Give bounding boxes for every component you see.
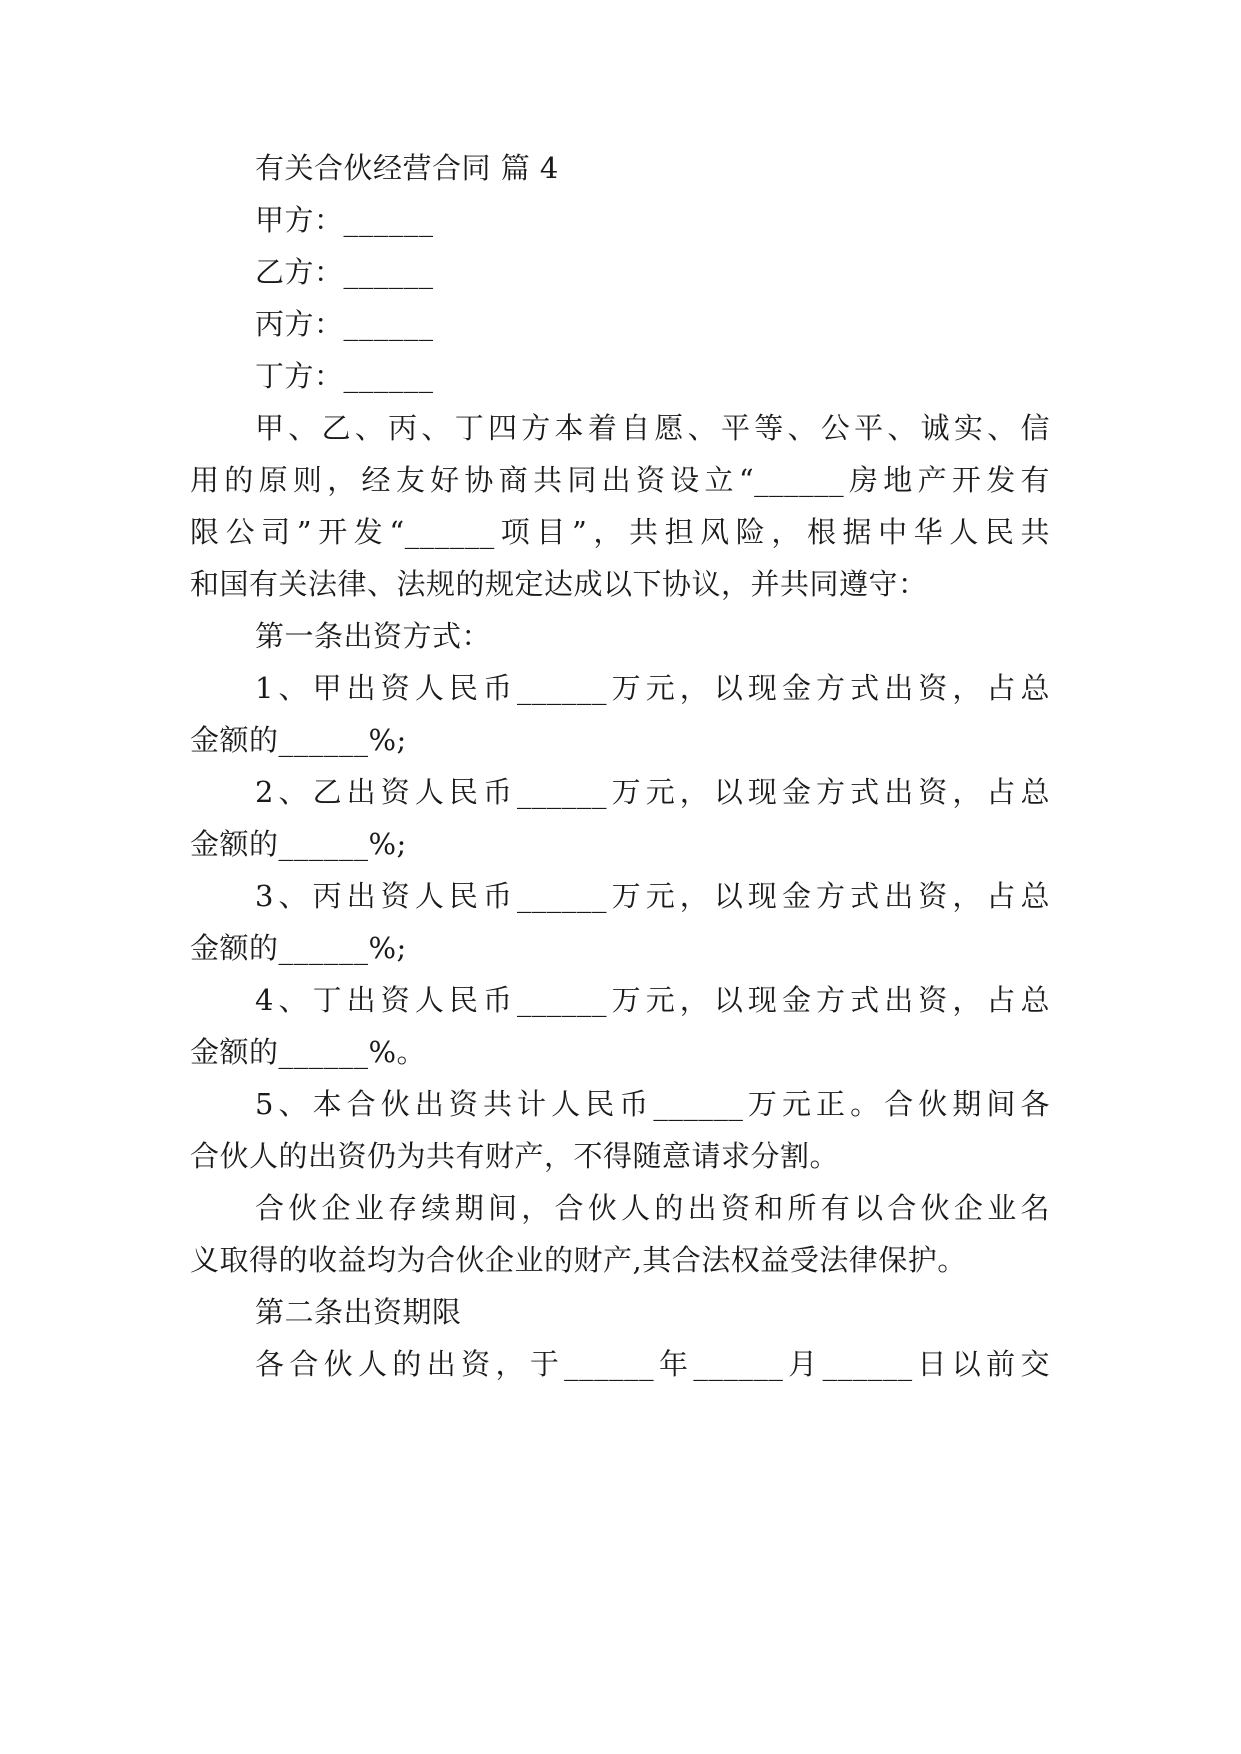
contribution-item-2-cont: 金额的______%;	[190, 827, 407, 861]
article2-heading: 第二条出资期限	[255, 1295, 462, 1329]
contribution-item-1: 1、甲出资人民币______万元，以现金方式出资，占总	[255, 671, 1050, 705]
article2-line-1: 各合伙人的出资，于______年______月______日以前交	[255, 1347, 1050, 1381]
contribution-item-5-cont: 合伙人的出资仍为共有财产，不得随意请求分割。	[190, 1139, 840, 1173]
contribution-item-4: 4、丁出资人民币______万元，以现金方式出资，占总	[255, 983, 1050, 1017]
article1-heading: 第一条出资方式：	[255, 619, 492, 653]
party-b-line: 乙方：______	[255, 255, 434, 289]
preamble-line-3: 限公司”开发“______项目”，共担风险，根据中华人民共	[190, 515, 1050, 549]
contribution-item-3-cont: 金额的______%;	[190, 931, 407, 965]
article1-note-line-1: 合伙企业存续期间，合伙人的出资和所有以合伙企业名	[255, 1191, 1050, 1225]
preamble-line-1: 甲、乙、丙、丁四方本着自愿、平等、公平、诚实、信	[255, 411, 1050, 445]
contribution-item-4-cont: 金额的______%。	[190, 1035, 427, 1069]
party-a-line: 甲方：______	[255, 203, 434, 237]
preamble-line-2: 用的原则，经友好协商共同出资设立“______房地产开发有	[190, 463, 1050, 497]
party-d-line: 丁方：______	[255, 359, 434, 393]
document-title: 有关合伙经营合同 篇 4	[255, 151, 559, 185]
party-c-line: 丙方：______	[255, 307, 434, 341]
contribution-item-3: 3、丙出资人民币______万元，以现金方式出资，占总	[255, 879, 1050, 913]
contribution-item-1-cont: 金额的______%;	[190, 723, 407, 757]
preamble-line-4: 和国有关法律、法规的规定达成以下协议，并共同遵守：	[190, 567, 928, 601]
contribution-item-2: 2、乙出资人民币______万元，以现金方式出资，占总	[255, 775, 1050, 809]
article1-note-line-2: 义取得的收益均为合伙企业的财产,其合法权益受法律保护。	[190, 1243, 967, 1277]
contribution-item-5: 5、本合伙出资共计人民币______万元正。合伙期间各	[255, 1087, 1050, 1121]
